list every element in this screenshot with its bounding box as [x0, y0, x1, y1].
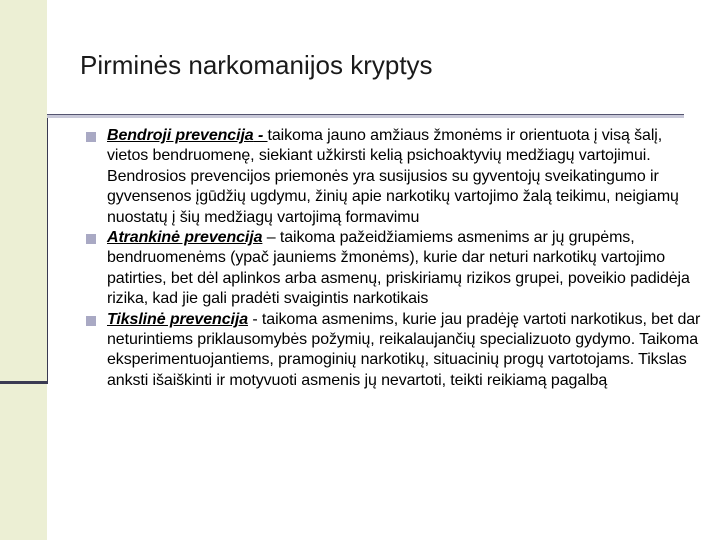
bullet-term: Tikslinė prevencija — [107, 310, 248, 328]
bullet-text: taikoma jauno amžiaus žmonėms ir orientuota į visą šalį, vietos bendruomenę, siekiant užkirsti kelią psichoaktyvių medžiagų vartojimui. Bendrosios prevencijos priemonės yra susijusios su gyventojų sveikatingumo ir gyvensenos įgūdžių ugdymu, žinių apie narkotikų vartojimo žalą teikimu, neigiamų nuostatų į šių medžiagų vartojimą formavimu — [107, 127, 679, 226]
left-accent-bar — [0, 0, 47, 540]
bullet-list — [86, 126, 701, 391]
bullet-separator: - — [248, 310, 262, 328]
bullet-tiksline — [86, 310, 701, 392]
bullet-bendroji — [86, 126, 701, 228]
vertical-divider — [47, 114, 48, 384]
bullet-separator: – — [262, 229, 280, 247]
bullet-atrankine — [86, 228, 701, 310]
square-bullet-icon — [86, 132, 96, 142]
bullet-term: Bendroji prevencija — [107, 127, 254, 144]
bullet-text: taikoma asmenims, kurie jau pradėję vartoti narkotikus, bet dar neturintiems priklausomybės požymių, reikalaujančių specializuoto gydymo. Taikoma eksperimentuojantiems, pramoginių narkotikų, situacinių progų vartotojams. Tikslas anksti išaiškinti ir motyvuoti asmenis jų nevartoti, teikti reikiamą pagalbą — [107, 310, 701, 389]
bullet-term: Atrankinė prevencija — [107, 229, 263, 247]
square-bullet-icon — [86, 234, 96, 244]
square-bullet-icon — [86, 316, 96, 326]
title-underline-edge — [47, 114, 684, 115]
slide-title: Pirminės narkomanijos kryptys — [80, 50, 433, 80]
bullet-separator: - — [253, 127, 268, 144]
bullet-text: taikoma pažeidžiamiems asmenims ar jų grupėms, bendruomenėms (ypač jauniems žmonėms), kurie dar neturi narkotikų vartojimo patirties, bet dėl aplinkos arba asmenų, priskiriamų rizikos grupei, poveikio padidėja rizika, kad jie gali pradėti svaigintis narkotikais — [107, 229, 690, 308]
sidebar-divider — [0, 381, 48, 384]
